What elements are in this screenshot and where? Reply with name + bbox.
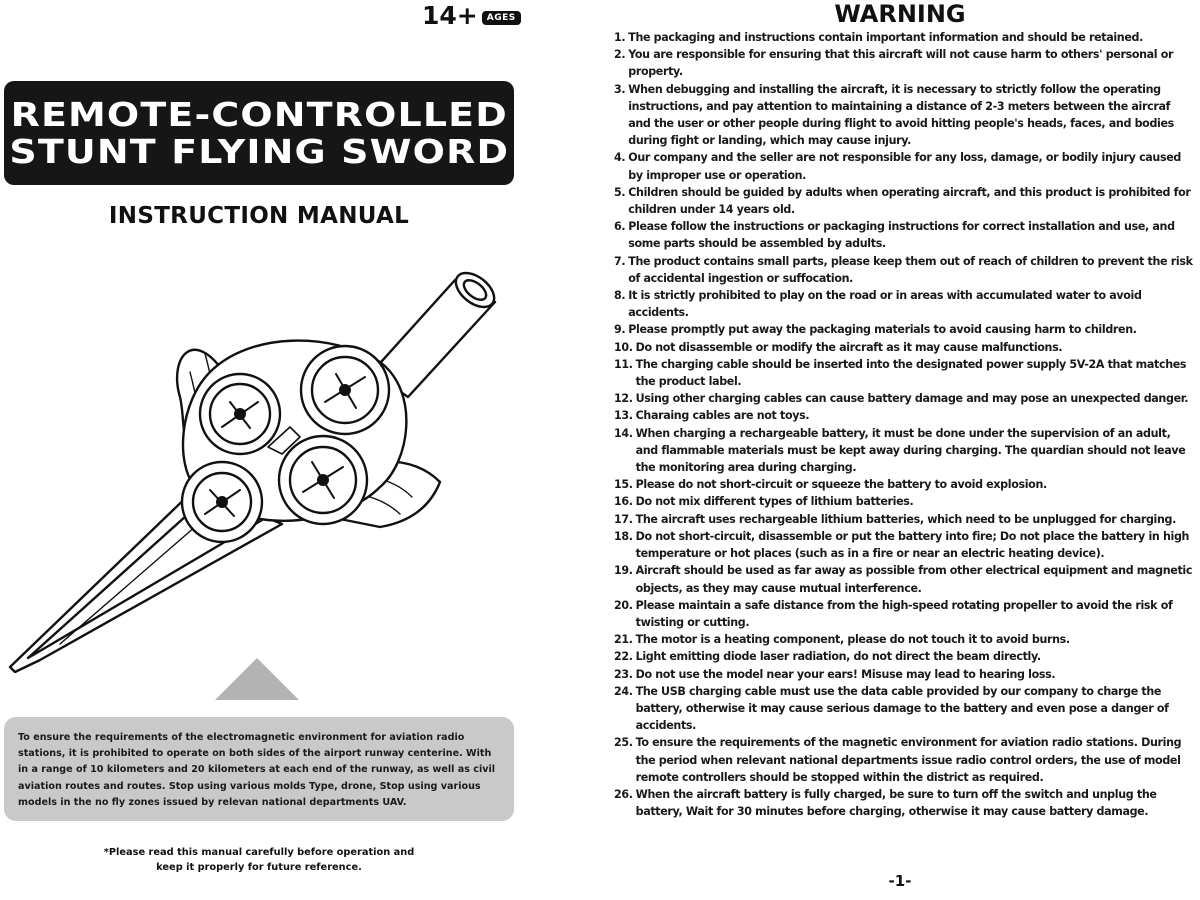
warning-item-text: Children should be guided by adults when operating aircraft, and this product is prohibited for children under 14 years old. bbox=[628, 185, 1191, 217]
warning-item bbox=[614, 149, 1194, 183]
warning-item-number: 21. bbox=[614, 633, 633, 647]
warning-item bbox=[614, 184, 1194, 218]
warning-item bbox=[614, 493, 1194, 510]
age-badge bbox=[422, 2, 521, 30]
warning-item-text: Light emitting diode laser radiation, do not direct the beam directly. bbox=[635, 650, 1041, 664]
warning-item bbox=[614, 253, 1194, 287]
warning-item-number: 15. bbox=[614, 478, 633, 492]
warning-item bbox=[614, 683, 1194, 735]
warning-item bbox=[614, 339, 1194, 356]
warning-item-number: 6. bbox=[614, 220, 626, 234]
warning-item-text: Our company and the seller are not responsible for any loss, damage, or bodily injury caused by improper use or operation. bbox=[628, 151, 1181, 182]
warning-item-text: The USB charging cable must use the data cable provided by our company to charge the battery, otherwise it may cause serious damage to the battery and even pose a danger of accidents. bbox=[635, 684, 1169, 733]
warning-item bbox=[614, 356, 1194, 390]
warning-item-text: Please follow the instructions or packaging instructions for correct installation and use, and some parts should be assembled by adults. bbox=[628, 220, 1175, 251]
warning-item-text: Charaing cables are not toys. bbox=[635, 409, 810, 423]
warning-item-text: The product contains small parts, please keep them out of reach of children to prevent the risk of accidental ingestion or suffocation. bbox=[628, 254, 1193, 285]
warning-item-text: The aircraft uses rechargeable lithium batteries, which need to be unplugged for charging. bbox=[635, 512, 1177, 526]
warning-item bbox=[614, 528, 1194, 562]
warning-item bbox=[614, 425, 1194, 477]
warning-item bbox=[614, 648, 1194, 665]
footnote-line-1: *Please read this manual carefully before operation and bbox=[103, 847, 415, 858]
warning-item-text: When the aircraft battery is fully charged, be sure to turn off the switch and unplug the battery, Wait for 30 minutes before charging, otherwise it may cause battery damage. bbox=[635, 787, 1157, 819]
warning-item-text: Please promptly put away the packaging materials to avoid causing harm to children. bbox=[628, 323, 1137, 337]
warning-item bbox=[614, 390, 1194, 407]
warning-item bbox=[614, 321, 1194, 338]
warning-item bbox=[614, 29, 1194, 46]
warning-item bbox=[614, 631, 1194, 648]
product-title-line-1: REMOTE-CONTROLLED bbox=[10, 95, 508, 134]
warning-item-text: The packaging and instructions contain important information and should be retained. bbox=[628, 31, 1143, 44]
warning-item-text: Aircraft should be used as far away as possible from other electrical equipment and magnetic objects, as they may cause mutual interference. bbox=[635, 564, 1193, 595]
warning-item-number: 3. bbox=[614, 82, 626, 96]
warning-item-number: 1. bbox=[614, 31, 626, 44]
warning-heading: WARNING bbox=[834, 0, 966, 28]
warning-item-number: 25. bbox=[614, 736, 633, 750]
warning-item-text: You are responsible for ensuring that this aircraft will not cause harm to others' personal or property. bbox=[628, 48, 1174, 79]
warning-item bbox=[614, 81, 1194, 150]
footnote-line-2: keep it properly for future reference. bbox=[156, 862, 362, 873]
warning-item-text: When charging a rechargeable battery, it must be done under the supervision of an adult, and flammable materials must be kept away during charging. The quardian should not leave the monitoring area during charging. bbox=[635, 426, 1186, 475]
warning-item-text: When debugging and installing the aircraft, it is necessary to strictly follow the operating instructions, and pay attention to maintaining a distance of 2-3 meters between the aircraf and the user or other people during flight to avoid hitting people's heads, faces, and bodies during fight or landing, which may cause injury. bbox=[628, 82, 1174, 148]
triangle-arrow-icon bbox=[215, 658, 299, 700]
warning-item-number: 17. bbox=[614, 512, 633, 526]
manual-heading: INSTRUCTION MANUAL bbox=[108, 203, 410, 229]
warning-item-text: Do not mix different types of lithium batteries. bbox=[635, 495, 914, 509]
warning-item bbox=[614, 511, 1194, 528]
warning-item bbox=[614, 46, 1194, 80]
warning-item-number: 11. bbox=[614, 357, 633, 371]
warning-item-number: 16. bbox=[614, 495, 633, 509]
warning-item bbox=[614, 476, 1194, 493]
warning-item-number: 18. bbox=[614, 529, 633, 543]
age-tag: AGES bbox=[482, 11, 521, 25]
warning-item bbox=[614, 287, 1194, 321]
warning-item-number: 10. bbox=[614, 340, 633, 354]
warning-item-text: Using other charging cables can cause battery damage and may pose an unexpected danger. bbox=[635, 392, 1189, 406]
warning-item-number: 19. bbox=[614, 564, 633, 578]
warning-item-number: 4. bbox=[614, 151, 626, 165]
warning-item-number: 12. bbox=[614, 392, 633, 406]
warning-item-number: 2. bbox=[614, 48, 626, 62]
warning-item bbox=[614, 734, 1194, 786]
warning-item bbox=[614, 666, 1194, 683]
warning-item-number: 24. bbox=[614, 684, 633, 698]
read-manual-footnote bbox=[4, 845, 514, 875]
warning-item-number: 22. bbox=[614, 650, 633, 664]
warning-item-text: The motor is a heating component, please do not touch it to avoid burns. bbox=[635, 633, 1070, 647]
warning-item-number: 7. bbox=[614, 254, 626, 268]
age-number: 14+ bbox=[422, 1, 478, 30]
warning-item bbox=[614, 597, 1194, 631]
warning-list bbox=[614, 29, 1194, 820]
warning-item-number: 26. bbox=[614, 787, 633, 801]
warning-item-number: 23. bbox=[614, 667, 633, 681]
warning-item-number: 5. bbox=[614, 185, 626, 199]
electromagnetic-notice-text: To ensure the requirements of the electromagnetic environment for aviation radio stations, it is prohibited to operate on both sides of the airport runway centerine. With in a range of 10 kilometers and 20 kilometers at each end of the runway, as well as civil aviation routes and routes. Stop using various molds Type, drone, Stop using various models in the no fly zones issued by relevan national departments UAV. bbox=[18, 732, 496, 808]
warning-item-text: Do not use the model near your ears! Misuse may lead to hearing loss. bbox=[635, 667, 1056, 681]
warning-item-text: It is strictly prohibited to play on the road or in areas with accumulated water to avoid accidents. bbox=[628, 289, 1142, 320]
warning-item-number: 14. bbox=[614, 426, 633, 440]
product-title-line-2: STUNT FLYING SWORD bbox=[9, 132, 509, 171]
warning-item-number: 20. bbox=[614, 598, 633, 612]
sword-drone-illustration bbox=[0, 262, 520, 682]
warning-item bbox=[614, 786, 1194, 820]
warning-item-text: Do not disassemble or modify the aircraft as it may cause malfunctions. bbox=[635, 340, 1063, 354]
warning-item-text: Do not short-circuit, disassemble or put the battery into fire; Do not place the battery in high temperature or hot places (such as in a fire or near an electric heating device). bbox=[635, 529, 1190, 561]
warning-item-text: To ensure the requirements of the magnetic environment for aviation radio stations. During the period when relevant national departments issue radio control orders, the use of model remote controllers should be stopped within the district as required. bbox=[635, 736, 1182, 784]
page-number: -1- bbox=[888, 872, 912, 890]
electromagnetic-notice-box bbox=[4, 717, 514, 821]
warning-item bbox=[614, 218, 1194, 252]
warning-item-text: Please maintain a safe distance from the high-speed rotating propeller to avoid the risk of twisting or cutting. bbox=[635, 598, 1173, 629]
warning-item-number: 9. bbox=[614, 323, 626, 337]
warning-item-text: Please do not short-circuit or squeeze the battery to avoid explosion. bbox=[635, 478, 1047, 492]
warning-item-text: The charging cable should be inserted into the designated power supply 5V-2A that matches the product label. bbox=[635, 357, 1187, 389]
product-title-banner bbox=[4, 81, 514, 185]
warning-item bbox=[614, 562, 1194, 596]
warning-item-number: 8. bbox=[614, 289, 626, 303]
warning-item-number: 13. bbox=[614, 409, 633, 423]
warning-item bbox=[614, 407, 1194, 424]
